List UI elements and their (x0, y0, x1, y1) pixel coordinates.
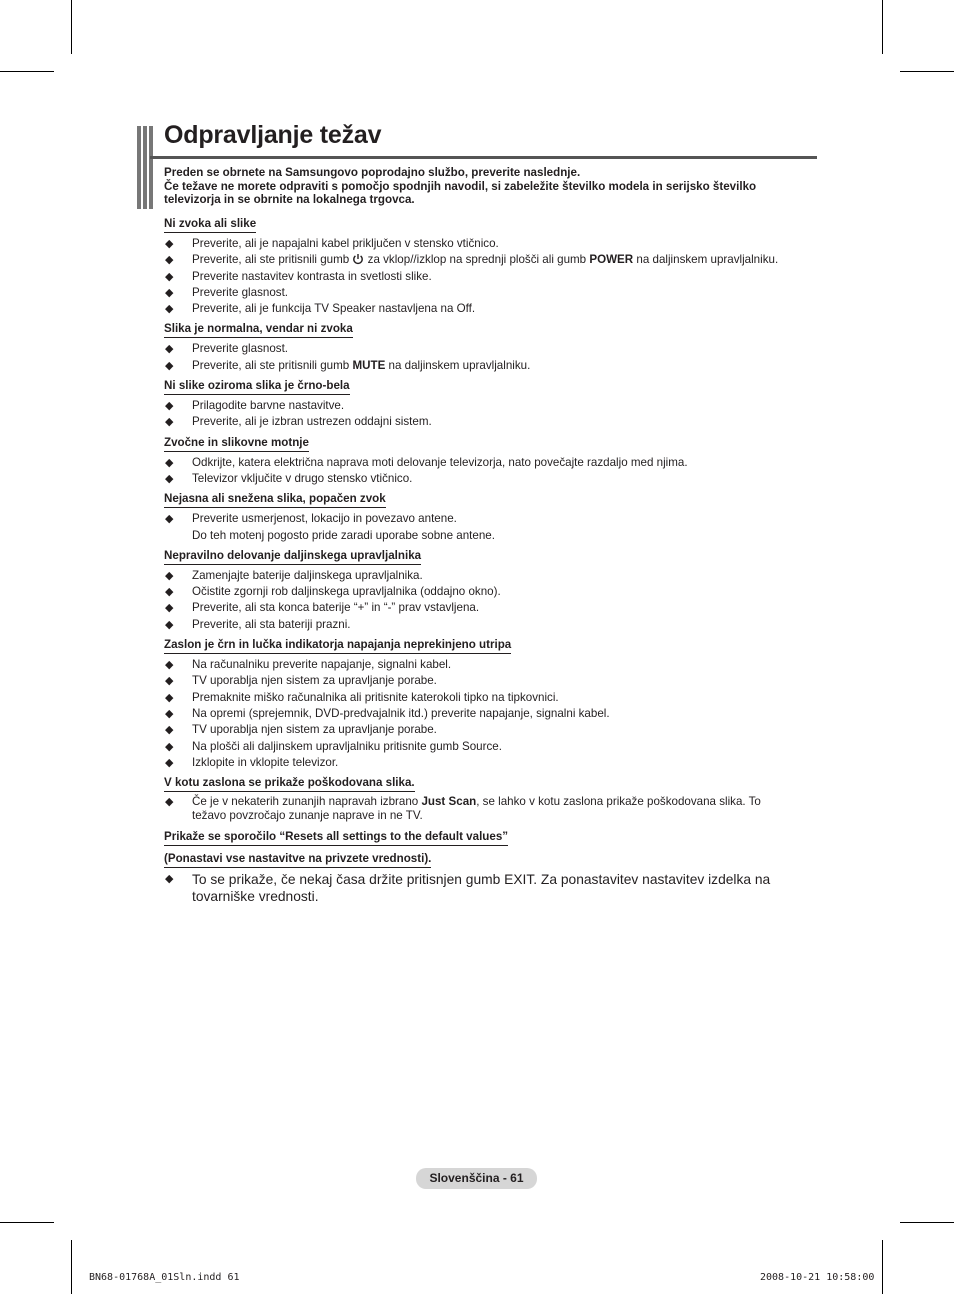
section-damaged-corner (164, 773, 814, 823)
crop-mark (900, 71, 954, 72)
section-picture-ok-no-sound (164, 319, 814, 374)
power-icon (352, 253, 364, 265)
crop-mark (0, 1222, 54, 1223)
section-heading: V kotu zaslona se prikaže poškodovana slika. (164, 776, 415, 792)
intro (164, 166, 814, 207)
crop-mark (882, 0, 883, 54)
section-black-screen-blinking (164, 635, 814, 771)
list-item: ◆ Na opremi (sprejemnik, DVD-predvajalnik itd.) preverite napajanje, signalni kabel. (164, 706, 814, 722)
crop-mark (0, 71, 54, 72)
section-heading: Slika je normalna, vendar ni zvoka (164, 322, 353, 338)
title-rule (150, 156, 817, 159)
section-reset-message (164, 827, 814, 905)
list-item: ◆ TV uporablja njen sistem za upravljanje porabe. (164, 673, 814, 689)
diamond-bullet-icon: ◆ (165, 238, 174, 250)
troubleshooting-content (164, 214, 814, 907)
list-item: ◆ Preverite, ali ste pritisnili gumb MUTE na daljinskem upravljalniku. (164, 358, 814, 374)
section-heading: Nepravilno delovanje daljinskega upravljalnika (164, 549, 421, 565)
diamond-bullet-icon: ◆ (165, 586, 174, 599)
diamond-bullet-icon: ◆ (165, 724, 174, 737)
footer-file-info: BN68-01768A_01Sln.indd 61 (89, 1272, 240, 1283)
intro-line-1: Preden se obrnete na Samsungovo poprodajno službo, preverite naslednje. (164, 166, 581, 179)
diamond-bullet-icon: ◆ (165, 618, 174, 631)
section-heading: Prikaže se sporočilo “Resets all settings to the default values” (164, 830, 508, 846)
list-item: ◆ Preverite, ali ste pritisnili gumb za vklop//izklop na sprednji plošči ali gumb POWER na daljinskem upravljalniku. (164, 252, 814, 268)
diamond-bullet-icon: ◆ (165, 796, 174, 809)
diamond-bullet-icon: ◆ (165, 740, 174, 753)
section-heading: Ni zvoka ali slike (164, 217, 256, 233)
footer-timestamp: 2008-10-21 10:58:00 (760, 1272, 875, 1283)
diamond-bullet-icon: ◆ (165, 659, 174, 672)
list-item: ◆ Preverite usmerjenost, lokacijo in povezavo antene. Do teh motenj pogosto pride zaradi uporabe sobne antene. (165, 512, 495, 542)
diamond-bullet-icon: ◆ (165, 254, 174, 267)
diamond-bullet-icon: ◆ (165, 359, 174, 372)
page-title: Odpravljanje težav (164, 121, 382, 149)
diamond-bullet-icon: ◆ (165, 513, 174, 526)
list-item: ◆ Preverite, ali je funkcija TV Speaker nastavljena na Off. (164, 301, 814, 317)
section-heading: Zaslon je črn in lučka indikatorja napajanja neprekinjeno utripa (164, 638, 511, 654)
list-item: ◆ To se prikaže, če nekaj časa držite pritisnjen gumb EXIT. Za ponastavitev nastavitev izdelka na tovarniške vrednosti. (165, 872, 771, 905)
diamond-bullet-icon: ◆ (165, 707, 174, 720)
list-item: ◆ Televizor vključite v drugo stensko vtičnico. (164, 471, 814, 487)
section-heading: Nejasna ali snežena slika, popačen zvok (164, 492, 386, 508)
section-remote-malfunction (164, 546, 814, 633)
diamond-bullet-icon: ◆ (165, 416, 174, 429)
diamond-bullet-icon: ◆ (165, 343, 174, 356)
diamond-bullet-icon: ◆ (165, 270, 174, 283)
diamond-bullet-icon: ◆ (165, 602, 174, 615)
list-item: ◆ Preverite, ali je napajalni kabel priključen v stensko vtičnico. (164, 236, 814, 252)
list-item: ◆ Na plošči ali daljinskem upravljalniku pritisnite gumb Source. (164, 739, 814, 755)
section-heading: Zvočne in slikovne motnje (164, 436, 309, 452)
section-heading: (Ponastavi vse nastavitve na privzete vrednosti). (164, 852, 431, 868)
list-item: ◆ Na računalniku preverite napajanje, signalni kabel. (164, 657, 814, 673)
diamond-bullet-icon: ◆ (165, 286, 174, 299)
list-item: ◆ Preverite glasnost. (164, 341, 814, 357)
diamond-bullet-icon: ◆ (165, 691, 174, 704)
section-no-picture-black-white (164, 376, 814, 431)
diamond-bullet-icon: ◆ (165, 873, 174, 886)
section-interference (164, 433, 814, 488)
list-item: ◆ Preverite, ali sta konca baterije “+” in “-” prav vstavljena. (164, 600, 814, 616)
diamond-bullet-icon: ◆ (165, 456, 174, 469)
section-no-sound-or-picture (164, 214, 814, 317)
intro-line-2: Če težave ne morete odpraviti s pomočjo spodnjih navodil, si zabeležite številko modela in serijsko številko televizorja in se obrnite na lokalnega trgovca. (164, 179, 757, 207)
list-item: ◆ Preverite glasnost. (164, 285, 814, 301)
section-heading: Ni slike oziroma slika je črno-bela (164, 379, 350, 395)
list-item: ◆ Če je v nekaterih zunanjih napravah izbrano Just Scan, se lahko v kotu zaslona prikaže poškodovana slika. To težavo povzročajo zunanje naprave in ne TV. (165, 795, 761, 823)
list-item: ◆ Prilagodite barvne nastavitve. (164, 398, 814, 414)
crop-mark (71, 0, 72, 54)
diamond-bullet-icon: ◆ (165, 675, 174, 688)
list-item: ◆ Odkrijte, katera električna naprava moti delovanje televizorja, nato povečajte razdaljo med njima. (164, 455, 814, 471)
diamond-bullet-icon: ◆ (165, 303, 174, 316)
list-item: ◆ Preverite, ali je izbran ustrezen oddajni sistem. (164, 414, 814, 430)
diamond-bullet-icon: ◆ (165, 756, 174, 769)
crop-mark (900, 1222, 954, 1223)
crop-mark (882, 1240, 883, 1294)
diamond-bullet-icon: ◆ (165, 400, 174, 413)
list-item: ◆ TV uporablja njen sistem za upravljanje porabe. (164, 722, 814, 738)
list-item: ◆ Očistite zgornji rob daljinskega upravljalnika (oddajno okno). (164, 584, 814, 600)
crop-mark (71, 1240, 72, 1294)
diamond-bullet-icon: ◆ (165, 569, 174, 582)
section-snowy-picture (164, 489, 814, 544)
page-number-badge: Slovenščina - 61 (416, 1168, 537, 1189)
diamond-bullet-icon: ◆ (165, 472, 174, 485)
list-item: ◆ Preverite, ali sta bateriji prazni. (164, 617, 814, 633)
list-item: ◆ Preverite nastavitev kontrasta in svetlosti slike. (164, 269, 814, 285)
list-item: ◆ Izklopite in vklopite televizor. (164, 755, 814, 771)
list-item: ◆ Zamenjajte baterije daljinskega upravljalnika. (164, 568, 814, 584)
list-item: ◆ Premaknite miško računalnika ali pritisnite katerokoli tipko na tipkovnici. (164, 690, 814, 706)
